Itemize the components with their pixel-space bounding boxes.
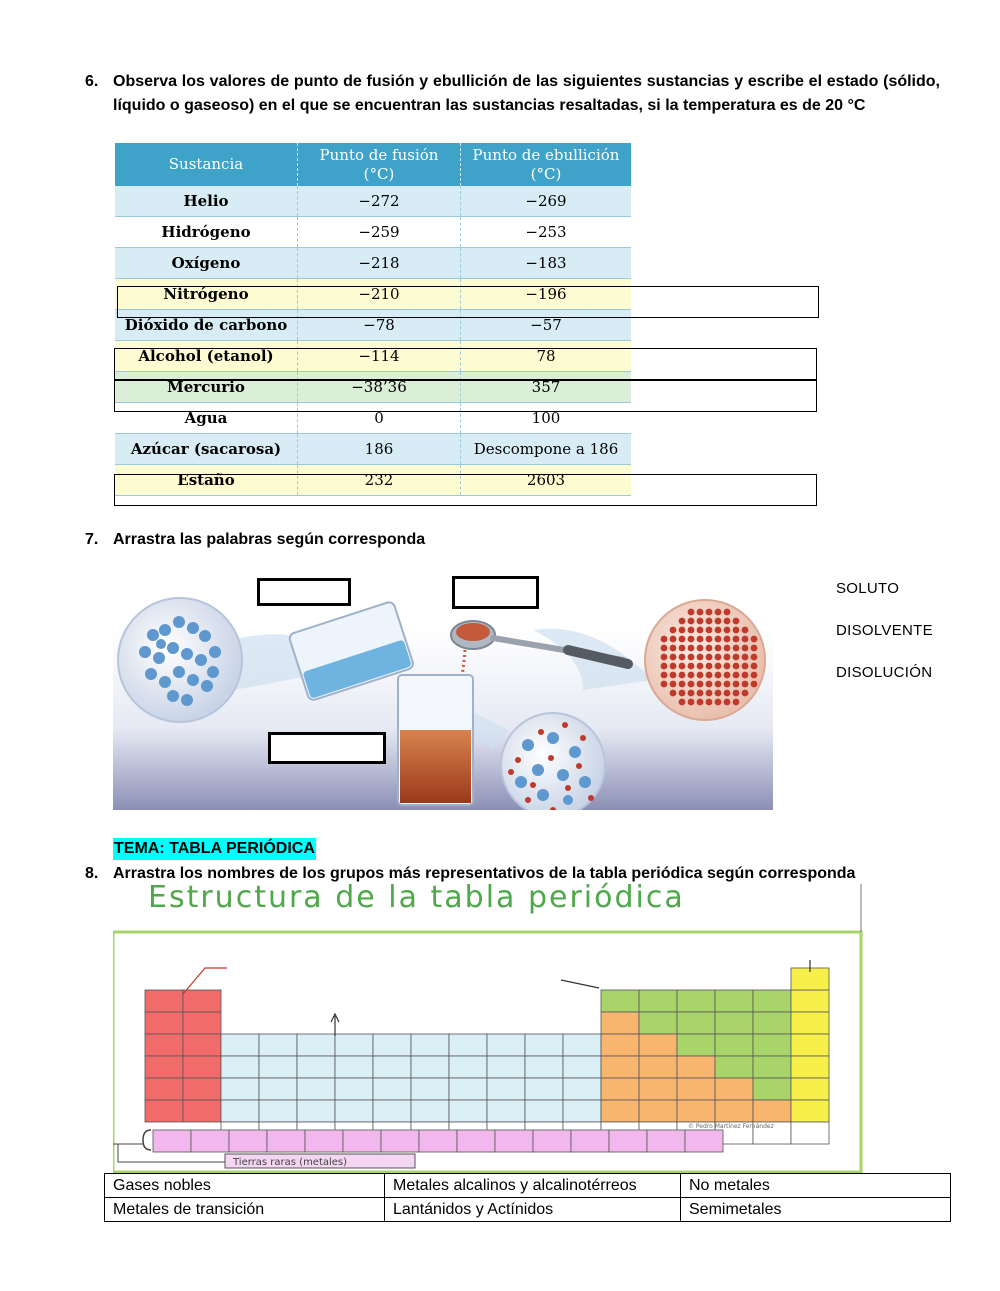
solute-particle [724,645,731,652]
solute-particle [706,663,713,670]
element-cell [639,1034,677,1056]
cell-name: Dióxido de carbono [115,310,298,341]
element-cell [183,1078,221,1100]
solute-particle [697,672,704,679]
element-cell [449,1034,487,1056]
solute-particle [706,699,713,706]
solute-particle [679,654,686,661]
element-cell [525,1078,563,1100]
element-cell [297,1034,335,1056]
question-number: 6. [85,73,99,90]
cell-fusion: −272 [298,186,461,217]
element-cell [753,1034,791,1056]
solute-particle [706,690,713,697]
element-cell [411,1056,449,1078]
question-number: 7. [85,531,99,548]
solute-particle [724,690,731,697]
element-cell [791,1100,829,1122]
cell-name: Oxígeno [115,248,298,279]
drop-box-solute[interactable] [452,576,539,609]
solute-particle [715,627,722,634]
solute-particle [742,645,749,652]
rare-earths-label: Tierras raras (metales) [233,1157,348,1168]
element-cell [335,1100,373,1122]
element-cell [297,1056,335,1078]
cell-fusion: −218 [298,248,461,279]
solute-particle [715,690,722,697]
word-soluto[interactable]: SOLUTO [836,580,900,597]
answer-box-tin[interactable] [114,474,817,506]
cell-name: Estaño [115,465,298,496]
solute-particle [715,654,722,661]
element-cell [791,1034,829,1056]
element-cell [525,1100,563,1122]
periodic-table-image [113,884,863,1174]
solute-particle [724,636,731,643]
element-cell [715,1034,753,1056]
element-cell [563,1100,601,1122]
element-cell [525,1034,563,1056]
element-cell [221,1056,259,1078]
solute-particle [742,627,749,634]
substance-row [115,217,631,248]
element-cell [677,1078,715,1100]
element-cell [221,1100,259,1122]
solute-particle [688,699,695,706]
solute-particle [661,636,668,643]
solute-particle [670,672,677,679]
solute-particle [751,645,758,652]
cell-fusion: −210 [298,279,461,310]
solute-particle [661,654,668,661]
group-gases-nobles[interactable]: Gases nobles [105,1174,385,1198]
cell-fusion: 0 [298,403,461,434]
drop-box-solvent[interactable] [257,578,351,606]
element-cell [677,1034,715,1056]
solute-particle [715,618,722,625]
element-cell [191,1130,229,1152]
solute-particle [733,636,740,643]
solute-particle [733,618,740,625]
element-cell [677,990,715,1012]
element-cell [221,1078,259,1100]
group-semimetales[interactable]: Semimetales [681,1198,951,1222]
solute-particle [724,609,731,616]
header-fusion: Punto de fusión (°C) [298,143,461,186]
solute-particle [733,654,740,661]
answer-box-nitrogen[interactable] [117,286,819,318]
element-cell [411,1100,449,1122]
solute-particle [715,645,722,652]
dissolution-illustration [113,560,773,810]
element-cell [563,1078,601,1100]
element-cell [639,1056,677,1078]
element-cell [791,1078,829,1100]
element-cell [525,1056,563,1078]
solute-particle [679,699,686,706]
group-lantanidos[interactable]: Lantánidos y Actínidos [385,1198,681,1222]
element-cell [259,1078,297,1100]
question-text: Observa los valores de punto de fusión y ebullición de las siguientes sustancias y escribe el estado (sólido, líquido o gaseoso) en el que se encuentran las sustancias resaltadas, si la temperatura es de 20 °C [113,73,940,114]
solute-particle [706,681,713,688]
solute-particle [706,654,713,661]
solute-particle [688,627,695,634]
cell-ebullicion: −57 [461,310,632,341]
solute-particle [697,654,704,661]
element-cell [221,1034,259,1056]
element-cell [791,1012,829,1034]
element-cell [343,1130,381,1152]
group-no-metales[interactable]: No metales [681,1174,951,1198]
element-cell [145,1100,183,1122]
solute-particle [688,609,695,616]
solute-particle [715,681,722,688]
solute-particle [661,663,668,670]
solute-particle [670,645,677,652]
cell-fusion: −38’36 [298,372,461,403]
solute-particle [670,663,677,670]
cell-ebullicion: 100 [461,403,632,434]
cell-name: Azúcar (sacarosa) [115,434,298,465]
solute-particle [724,672,731,679]
solute-particle [688,654,695,661]
cell-name: Nitrógeno [115,279,298,310]
element-cell [183,990,221,1012]
element-cell [457,1130,495,1152]
element-cell [715,1078,753,1100]
cell-ebullicion: Descompone a 186 [461,434,632,465]
cell-fusion: −114 [298,341,461,372]
element-cell [563,1034,601,1056]
element-cell [487,1100,525,1122]
element-cell [791,1122,829,1144]
element-cell [753,990,791,1012]
solute-particle [679,690,686,697]
solute-particle [742,663,749,670]
group-alcalinos[interactable]: Metales alcalinos y alcalinotérreos [385,1174,681,1198]
element-cell [609,1130,647,1152]
solute-particle [742,681,749,688]
solute-particle [670,627,677,634]
solute-particle [697,690,704,697]
solute-particle [679,663,686,670]
solute-particle [670,690,677,697]
solute-particle [706,645,713,652]
solute-particle [715,609,722,616]
element-cell [601,1056,639,1078]
element-cell [335,1078,373,1100]
cell-fusion: −259 [298,217,461,248]
solute-particle [697,681,704,688]
cell-ebullicion: −183 [461,248,632,279]
cell-name: Mercurio [115,372,298,403]
element-cell [153,1130,191,1152]
solute-particle [706,627,713,634]
solute-particle [688,645,695,652]
element-cell [145,1034,183,1056]
cell-ebullicion: −269 [461,186,632,217]
solute-particle [715,636,722,643]
element-cell [487,1034,525,1056]
element-cell [411,1078,449,1100]
question-number: 8. [85,865,99,882]
element-cell [601,1012,639,1034]
element-cell [639,1078,677,1100]
solute-particle [661,672,668,679]
element-cell [229,1130,267,1152]
substance-row [115,186,631,217]
element-cell [487,1056,525,1078]
solute-particle [733,681,740,688]
cell-name: Hidrógeno [115,217,298,248]
solute-particle [751,672,758,679]
cell-ebullicion: −196 [461,279,632,310]
solute-particle [751,636,758,643]
header-substance: Sustancia [115,143,298,186]
solute-particle [688,618,695,625]
solute-particle [715,672,722,679]
element-cell [495,1130,533,1152]
solute-particle [715,699,722,706]
element-cell [753,1012,791,1034]
solute-particle [742,672,749,679]
element-cell [601,1034,639,1056]
cell-fusion: −78 [298,310,461,341]
cell-fusion: 186 [298,434,461,465]
substances-table [115,143,631,496]
element-cell [601,1078,639,1100]
element-cell [305,1130,343,1152]
element-cell [259,1056,297,1078]
element-cell [183,1034,221,1056]
solute-particle [697,663,704,670]
element-cell [373,1056,411,1078]
element-cell [753,1100,791,1122]
solute-particle [751,654,758,661]
element-cell [145,1012,183,1034]
element-cell [685,1130,723,1152]
cell-ebullicion: 2603 [461,465,632,496]
answer-box-mercury[interactable] [114,380,817,412]
solute-particle [733,627,740,634]
cell-fusion: 232 [298,465,461,496]
cell-ebullicion: 78 [461,341,632,372]
element-cell [601,1100,639,1122]
question-7 [85,528,940,552]
element-cell [267,1130,305,1152]
solute-particle [670,681,677,688]
solute-particle [715,663,722,670]
element-cell [647,1130,685,1152]
element-cell [297,1100,335,1122]
word-disolucion[interactable]: DISOLUCIÓN [836,664,933,681]
solute-particle [688,636,695,643]
solute-particle [733,672,740,679]
element-cell [373,1078,411,1100]
element-cell [259,1034,297,1056]
solute-particle [697,609,704,616]
cell-name: Helio [115,186,298,217]
solute-particle [679,645,686,652]
solute-particle [751,663,758,670]
element-cell [183,1056,221,1078]
question-text: Arrastra los nombres de los grupos más representativos de la tabla periódica según corresponda [113,865,856,882]
element-cell [411,1034,449,1056]
solute-particle [697,618,704,625]
element-cell [145,1056,183,1078]
element-cell [563,1056,601,1078]
solute-particle [733,645,740,652]
solute-particle [688,690,695,697]
solute-particle [724,681,731,688]
element-cell [533,1130,571,1152]
periodic-table-title: Estructura de la tabla periódica [148,880,685,915]
element-cell [753,1056,791,1078]
element-cell [639,990,677,1012]
solute-particle [679,636,686,643]
solute-particle [661,681,668,688]
solute-particle [724,663,731,670]
solute-particle [706,672,713,679]
solute-particle [733,663,740,670]
group-names-table [104,1173,951,1222]
element-cell [487,1078,525,1100]
element-cell [677,1100,715,1122]
solute-particle [706,609,713,616]
element-cell [449,1056,487,1078]
solute-particle [733,690,740,697]
element-cell [449,1078,487,1100]
solute-particle [697,699,704,706]
element-cell [753,1078,791,1100]
solute-particle [661,645,668,652]
question-text: Arrastra las palabras según corresponda [113,531,426,548]
solute-particle [670,654,677,661]
element-cell [715,990,753,1012]
solute-particle [697,627,704,634]
solute-particle [688,663,695,670]
element-cell [715,1100,753,1122]
element-cell [715,1012,753,1034]
substance-row [115,434,631,465]
element-cell [145,1078,183,1100]
solute-particle [697,645,704,652]
solute-particle [670,636,677,643]
element-cell [381,1130,419,1152]
element-cell [335,1034,373,1056]
image-credit: © Pedro Martínez Fernández [688,1123,774,1130]
element-cell [791,990,829,1012]
solute-particle [742,654,749,661]
cell-name: Alcohol (etanol) [115,341,298,372]
header-boiling: Punto de ebullición (°C) [461,143,632,186]
cell-ebullicion: −253 [461,217,632,248]
solute-particle [742,636,749,643]
element-cell [259,1100,297,1122]
element-cell [373,1034,411,1056]
solute-particle [724,699,731,706]
element-cell [449,1100,487,1122]
element-cell [639,1100,677,1122]
element-cell [677,1056,715,1078]
element-cell [715,1056,753,1078]
element-cell [571,1130,609,1152]
solute-particle [751,681,758,688]
element-cell [297,1078,335,1100]
cell-ebullicion: 357 [461,372,632,403]
element-cell [183,1100,221,1122]
element-cell [639,1012,677,1034]
solute-particle [688,672,695,679]
word-disolvente[interactable]: DISOLVENTE [836,622,933,639]
element-cell [677,1012,715,1034]
substance-row [115,248,631,279]
solute-particle [706,636,713,643]
solute-particle [724,654,731,661]
element-cell [791,1056,829,1078]
solute-particle [724,627,731,634]
drop-box-solution[interactable] [268,732,386,764]
element-cell [145,990,183,1012]
solute-particle [724,618,731,625]
section-title: TEMA: TABLA PERIÓDICA [113,838,316,860]
solute-particle [679,672,686,679]
solute-particle [679,681,686,688]
solute-particle [679,618,686,625]
question-6 [85,70,940,142]
answer-box-ethanol[interactable] [114,348,817,380]
solute-particle [733,699,740,706]
solute-particle [697,636,704,643]
element-cell [335,1056,373,1078]
element-cell [373,1100,411,1122]
solute-particle [742,690,749,697]
solute-particle [688,681,695,688]
solute-particle [706,618,713,625]
solute-particle [679,627,686,634]
element-cell [419,1130,457,1152]
element-cell [601,990,639,1012]
cell-name: Agua [115,403,298,434]
element-cell [183,1012,221,1034]
group-transicion[interactable]: Metales de transición [105,1198,385,1222]
